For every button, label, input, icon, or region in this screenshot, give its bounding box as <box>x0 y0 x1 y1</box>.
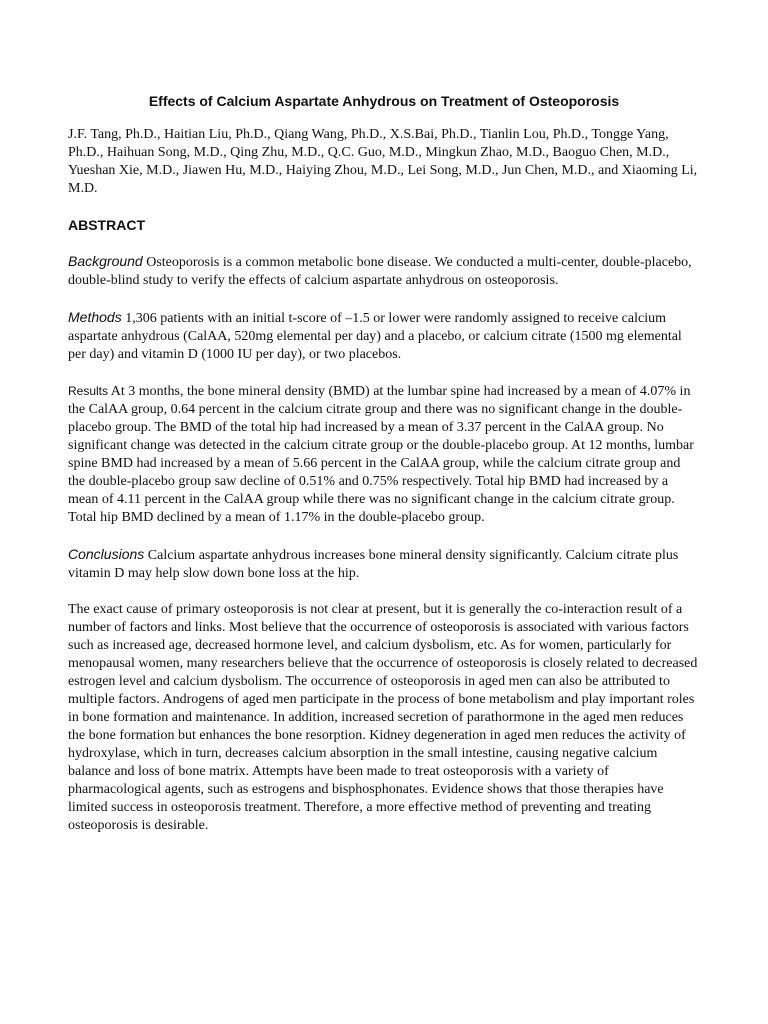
methods-text: 1,306 patients with an initial t-score of –1.5 or lower were randomly assigned to receive calcium aspartate anhydrous (CalAA, 520mg elemental per day) and a placebo, or calcium citrate (1500 mg elemental per day) and vitamin D (1000 IU per day), or two placebos. <box>68 311 682 362</box>
abstract-methods <box>68 308 700 364</box>
author-list: J.F. Tang, Ph.D., Haitian Liu, Ph.D., Qiang Wang, Ph.D., X.S.Bai, Ph.D., Tianlin Lou, Ph.D., Tongge Yang, Ph.D., Haihuan Song, M.D., Qing Zhu, M.D., Q.C. Guo, M.D., Mingkun Zhao, M.D., Baoguo Chen, M.D., Yueshan Xie, M.D., Jiawen Hu, M.D., Haiying Zhou, M.D., Lei Song, M.D., Jun Chen, M.D., and Xiaoming Li, M.D. <box>68 127 698 196</box>
results-text: At 3 months, the bone mineral density (BMD) at the lumbar spine had increased by a mean of 4.07% in the CalAA group, 0.64 percent in the calcium citrate group and there was no significant change in the double-placebo group. The BMD of the total hip had increased by a mean of 3.37 percent in the CalAA group. No significant change was detected in the calcium citrate group or the double-placebo group. At 12 months, lumbar spine BMD had increased by a mean of 5.66 percent in the CalAA group, while the calcium citrate group and the double-placebo group saw decline of 0.51% and 0.75% respectively. Total hip BMD had increased by a mean of 4.11 percent in the CalAA group while there was no significant change in the calcium citrate group. Total hip BMD declined by a mean of 1.17% in the double-placebo group. <box>68 384 694 525</box>
conclusions-label: Conclusions <box>68 546 145 562</box>
abstract-conclusions <box>68 545 700 583</box>
background-label: Background <box>68 253 143 269</box>
background-text: Osteoporosis is a common metabolic bone disease. We conducted a multi-center, double-placebo, double-blind study to verify the effects of calcium aspartate anhydrous on osteoporosis. <box>68 255 692 288</box>
abstract-background <box>68 252 700 290</box>
methods-label: Methods <box>68 309 122 325</box>
abstract-heading: ABSTRACT <box>68 217 145 233</box>
body-paragraph: The exact cause of primary osteoporosis is not clear at present, but it is generally the co-interaction result of a number of factors and links. Most believe that the occurrence of osteoporosis is associated with various factors such as increased age, decreased hormone level, and calcium dysbolism, etc. As for women, particularly for menopausal women, many researchers believe that the occurrence of osteoporosis is closely related to decreased estrogen level and calcium dysbolism. The occurrence of osteoporosis in aged men can also be attributed to multiple factors. Androgens of aged men participate in the process of bone metabolism and play important roles in bone formation and maintenance. In addition, increased secretion of parathormone in the aged men reduces the bone formation but enhances the bone resorption. Kidney degeneration in aged men reduces the activity of hydroxylase, which in turn, decreases calcium absorption in the small intestine, causing negative calcium balance and loss of bone matrix. Attempts have been made to treat osteoporosis with a variety of pharmacological agents, such as estrogens and bisphosphonates. Evidence shows that those therapies have limited success in osteoporosis treatment. Therefore, a more effective method of preventing and treating osteoporosis is desirable. <box>68 602 698 833</box>
conclusions-text: Calcium aspartate anhydrous increases bone mineral density significantly. Calcium citrate plus vitamin D may help slow down bone loss at the hip. <box>68 548 679 581</box>
abstract-results <box>68 382 700 527</box>
results-label: Results <box>68 384 109 398</box>
document-page <box>68 92 700 853</box>
paper-title: Effects of Calcium Aspartate Anhydrous on Treatment of Osteoporosis <box>148 93 620 109</box>
